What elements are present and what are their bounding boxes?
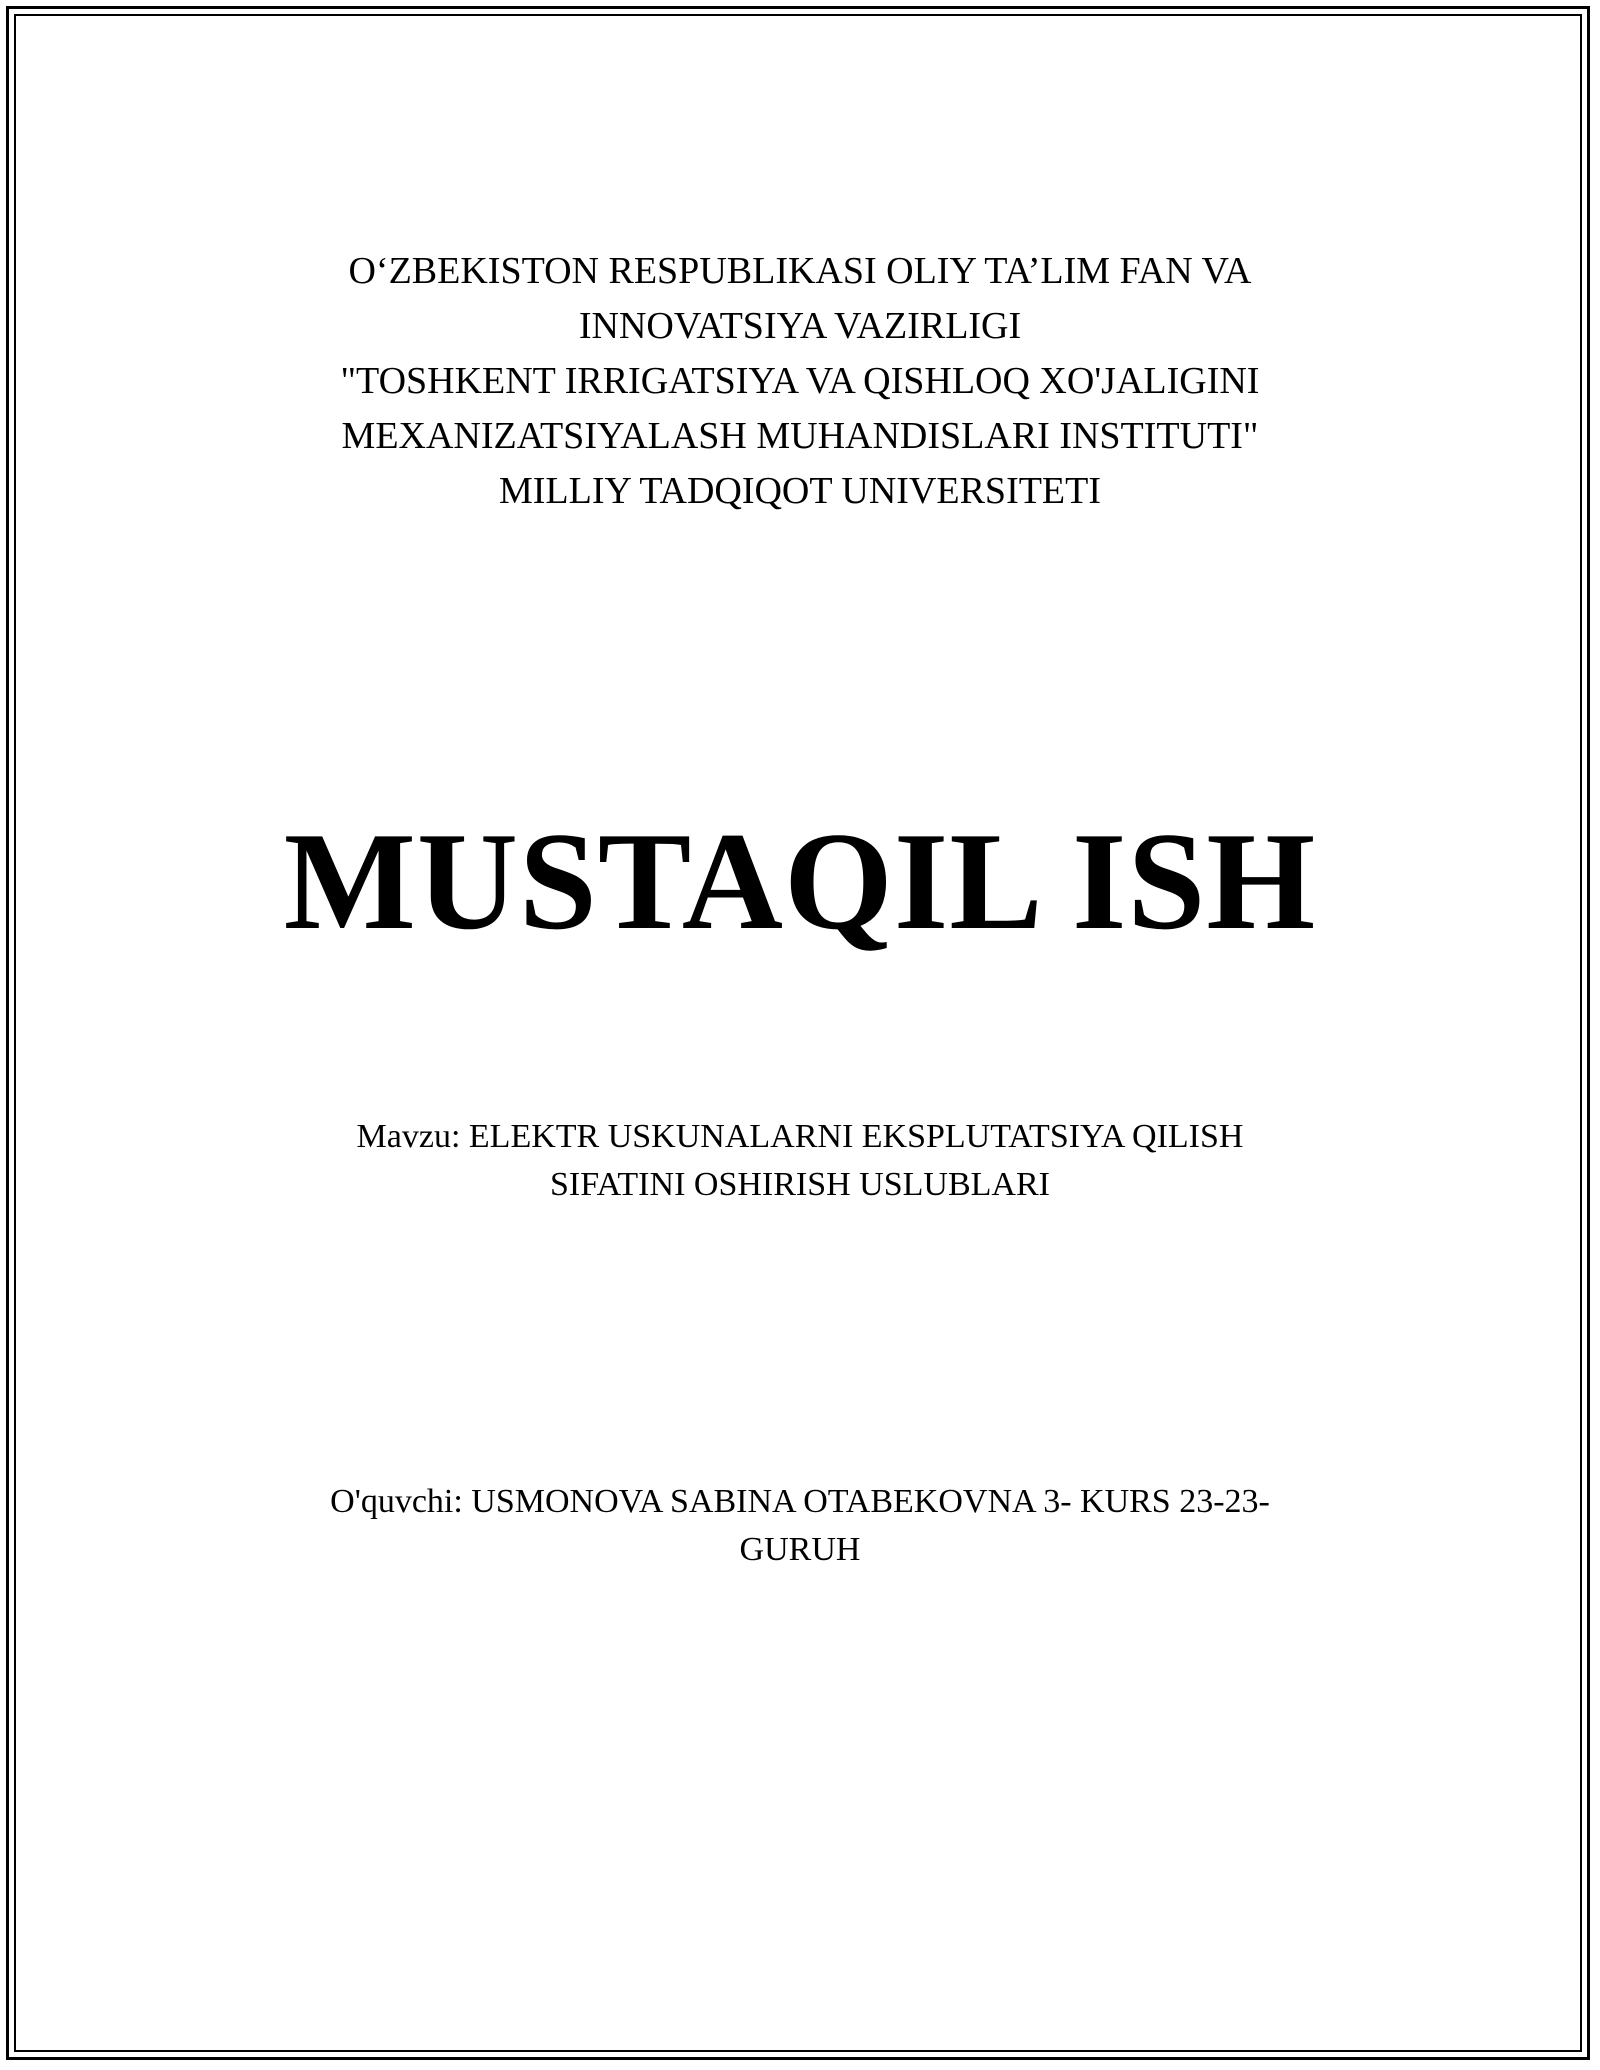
student-line-2: GURUH [739, 1531, 861, 1568]
header-line-5: MILLIY TADQIQOT UNIVERSITETI [498, 470, 1102, 512]
header-line-3: "TOSHKENT IRRIGATSIYA VA QISHLOQ XO'JALIGINI [340, 360, 1260, 402]
institution-header [0, 244, 1600, 519]
header-line-2: INNOVATSIYA VAZIRLIGI [578, 305, 1022, 347]
topic-line-1: Mavzu: ELEKTR USKUNALARNI EKSPLUTATSIYA QILISH [356, 1118, 1244, 1155]
topic-block [0, 1113, 1600, 1209]
student-block [0, 1478, 1600, 1574]
student-line-1: O'quvchi: USMONOVA SABINA OTABEKOVNA 3- KURS 23-23- [330, 1483, 1270, 1520]
header-line-4: MEXANIZATSIYALASH MUHANDISLARI INSTITUTI" [341, 415, 1259, 457]
document-title: MUSTAQIL ISH [283, 804, 1317, 959]
topic-line-2: SIFATINI OSHIRISH USLUBLARI [550, 1166, 1050, 1203]
header-line-1: O‘ZBEKISTON RESPUBLIKASI OLIY TA’LIM FAN VA [348, 250, 1252, 292]
